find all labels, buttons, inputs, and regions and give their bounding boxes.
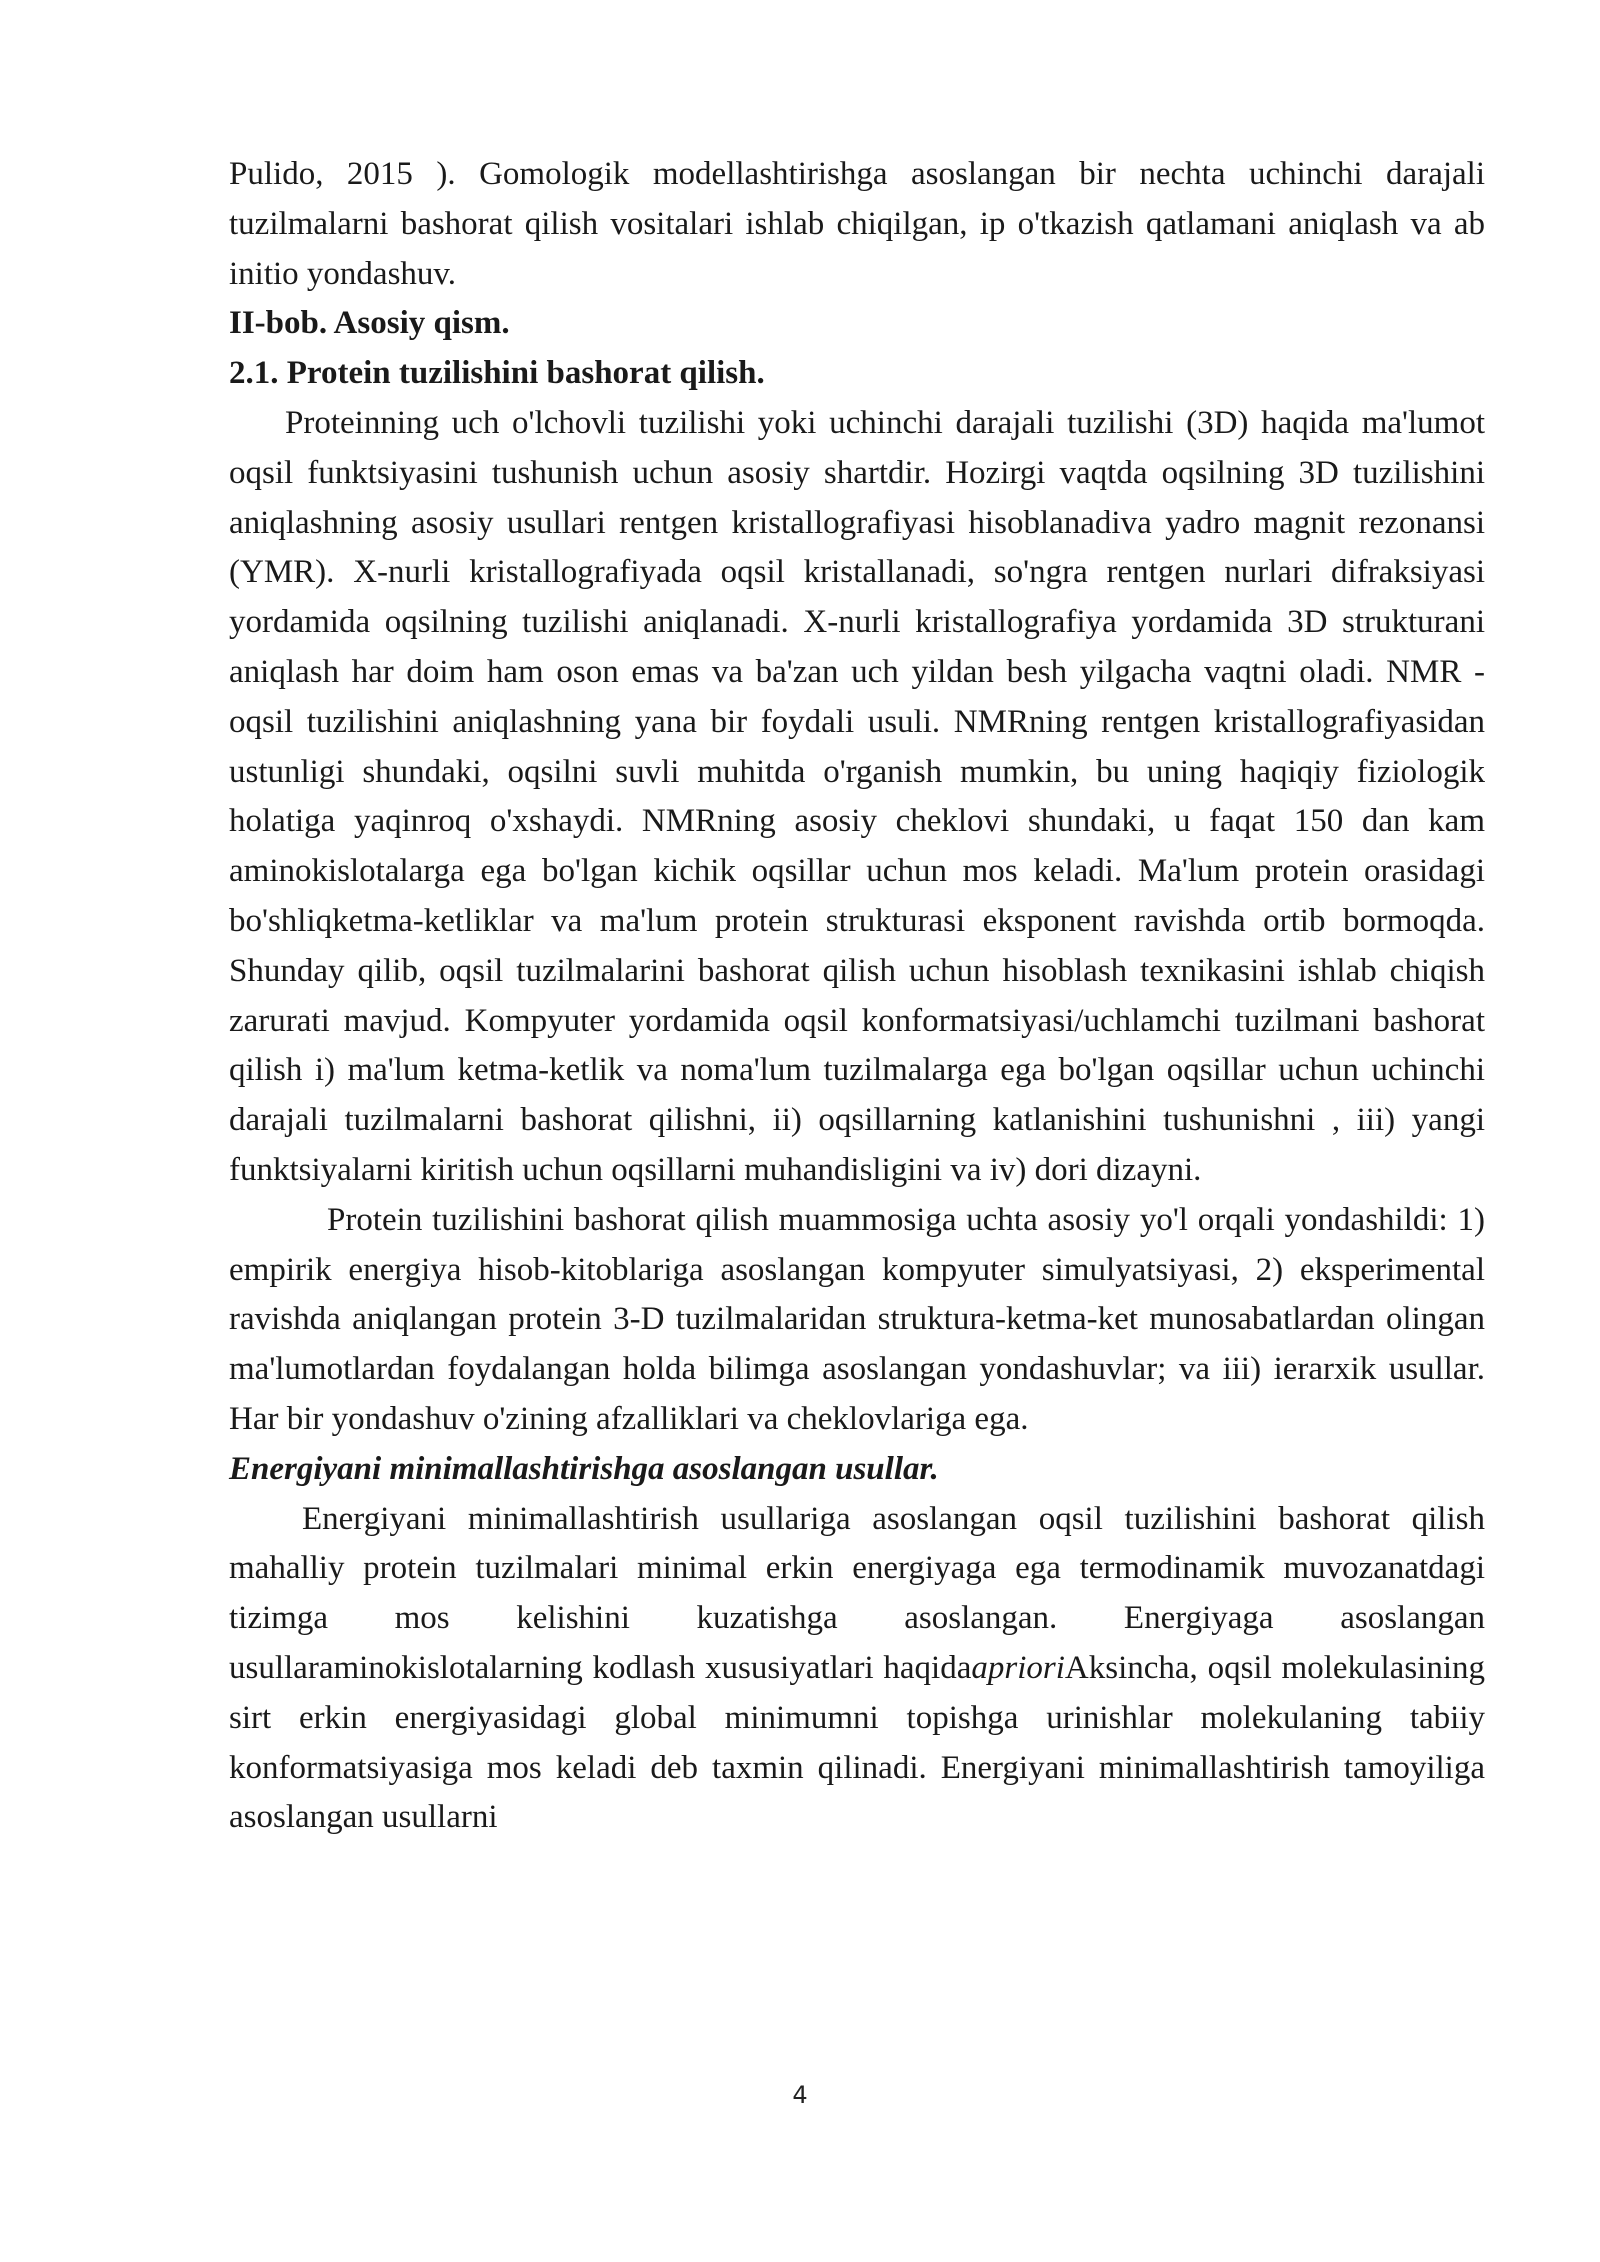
body-paragraph-1: Proteinning uch o'lchovli tuzilishi yoki uchinchi darajali tuzilishi (3D) haqida ma'lumot oqsil funktsiyasini tushunish uchun asosiy shartdir. Hozirgi vaqtda oqsilning 3D tuzilishini aniqlashning asosiy usullari rentgen kristallografiyasi hisoblanadiva yadro magnit rezonansi (YMR). X-nurli kristallografiyada oqsil kristallanadi, so'ngra rentgen nurlari difraksiyasi yordamida oqsilning tuzilishi aniqlanadi. X-nurli kristallografiya yordamida 3D strukturani aniqlash har doim ham oson emas va ba'zan uch yildan besh yilgacha vaqtni oladi. NMR - oqsil tuzilishini aniqlashning yana bir foydali usuli. NMRning rentgen kristallografiyasidan ustunligi shundaki, oqsilni suvli muhitda o'rganish mumkin, bu uning haqiqiy fiziologik holatiga yaqinroq o'xshaydi. NMRning asosiy cheklovi shundaki, u faqat 150 dan kam aminokislotalarga ega bo'lgan kichik oqsillar uchun mos keladi. Ma'lum protein orasidagi bo'shliqketma-ketliklar va ma'lum protein strukturasi eksponent ravishda ortib bormoqda. Shunday qilib, oqsil tuzilmalarini bashorat qilish uchun hisoblash texnikasini ishlab chiqish zarurati mavjud. Kompyuter yordamida oqsil konformatsiyasi/uchlamchi tuzilmani bashorat qilish i) ma'lum ketma-ketlik va noma'lum tuzilmalarga ega bo'lgan oqsillar uchun uchinchi darajali tuzilmalarni bashorat qilishni, ii) oqsillarning katlanishini tushunishni , iii) yangi funktsiyalarni kiritish uchun oqsillarni muhandisligini va iv) dori dizayni. bbox=[229, 404, 1485, 1188]
page-content bbox=[229, 150, 1485, 1843]
subsection-title: Energiyani minimallashtirishga asoslangan usullar. bbox=[229, 1450, 939, 1487]
paragraph-3-start: Energiyani minimallashtirish usullariga asoslangan oqsil tuzilishini bashorat qilish mahalliy protein tuzilmalari minimal erkin energiyaga ega termodinamik muvozanatdagi tizimga mos kelishini kuzatishga asoslangan. Energiyaga asoslangan usullaraminokislotalarning kodlash xususiyatlari haqida bbox=[229, 1500, 1485, 1686]
intro-paragraph: Pulido, 2015 ). Gomologik modellashtirishga asoslangan bir nechta uchinchi darajali tuzilmalarni bashorat qilish vositalari ishlab chiqilgan, ip o'tkazish qatlamani aniqlash va ab initio yondashuv. bbox=[229, 156, 1485, 292]
paragraph-3-italic: apriori bbox=[971, 1649, 1065, 1686]
page-number: 4 bbox=[792, 2081, 808, 2109]
body-paragraph-3 bbox=[229, 1495, 1485, 1844]
paragraph-3-end: Aksincha, oqsil molekulasining sirt erkin energiyasidagi global minimumni topishga urinishlar molekulaning tabiiy konformatsiyasiga mos keladi deb taxmin qilinadi. Energiyani minimallashtirish tamoyiliga asoslangan usullarni bbox=[229, 1649, 1486, 1836]
section-title: 2.1. Protein tuzilishini bashorat qilish. bbox=[229, 355, 765, 392]
body-paragraph-2: Protein tuzilishini bashorat qilish muammosiga uchta asosiy yo'l orqali yondashildi: 1) empirik energiya hisob-kitoblariga asoslangan kompyuter simulyatsiyasi, 2) eksperimental ravishda aniqlangan protein 3-D tuzilmalaridan struktura-ketma-ket munosabatlardan olingan ma'lumotlardan foydalangan holda bilimga asoslangan yondashuvlar; va iii) ierarxik usullar. Har bir yondashuv o'zining afzalliklari va cheklovlariga ega. bbox=[229, 1201, 1485, 1437]
chapter-title: II-bob. Asosiy qism. bbox=[229, 305, 510, 342]
